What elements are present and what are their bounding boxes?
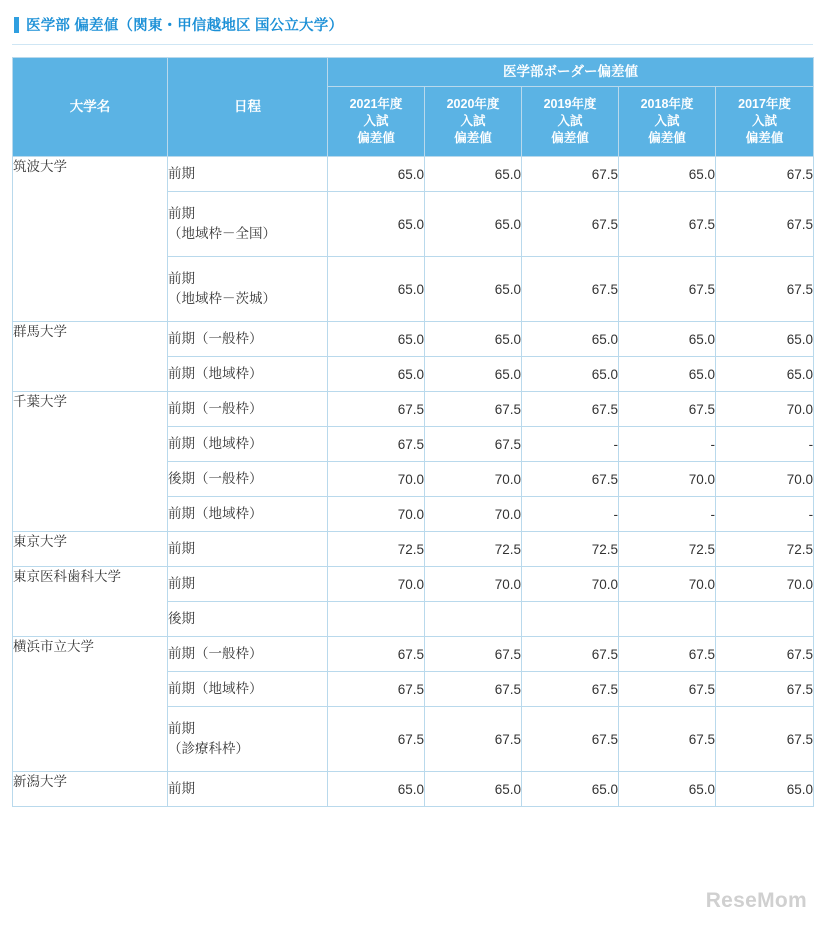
- cell-schedule: [168, 427, 328, 462]
- cell-score-2017: -: [716, 497, 814, 532]
- cell-score-2018: 65.0: [619, 772, 716, 807]
- cell-schedule: [168, 157, 328, 192]
- title-divider: [12, 44, 813, 45]
- cell-schedule: [168, 602, 328, 637]
- cell-schedule-line1: 前期（地域枠）: [168, 505, 263, 521]
- cell-score-2018: 65.0: [619, 322, 716, 357]
- cell-schedule-line1: 前期（地域枠）: [168, 680, 263, 696]
- cell-score-2018: 67.5: [619, 392, 716, 427]
- cell-score-2019: 67.5: [522, 257, 619, 322]
- table-row: [13, 532, 814, 567]
- cell-score-2018: 65.0: [619, 357, 716, 392]
- header-year-2018-line2: 入試: [654, 114, 680, 129]
- cell-score-2017: 70.0: [716, 392, 814, 427]
- header-year-2019-line3: 偏差値: [551, 131, 589, 146]
- header-year-2021-line2: 入試: [363, 114, 389, 129]
- table-row: [13, 637, 814, 672]
- cell-schedule-line1: 前期: [168, 720, 195, 736]
- cell-score-2017: 67.5: [716, 157, 814, 192]
- cell-schedule-line2: （診療科枠）: [168, 741, 249, 756]
- cell-score-2021: 70.0: [328, 567, 425, 602]
- cell-university: 東京大学: [13, 532, 168, 567]
- header-year-2021: [328, 87, 425, 157]
- cell-schedule: [168, 707, 328, 772]
- cell-score-2017: [716, 602, 814, 637]
- header-row-group: [13, 58, 814, 87]
- cell-schedule: [168, 357, 328, 392]
- cell-schedule-line1: 前期: [168, 205, 195, 221]
- cell-score-2021: 70.0: [328, 462, 425, 497]
- cell-university: 群馬大学: [13, 322, 168, 392]
- cell-score-2019: 67.5: [522, 392, 619, 427]
- cell-schedule-line1: 前期: [168, 780, 195, 796]
- cell-score-2020: 67.5: [425, 392, 522, 427]
- cell-score-2019: 67.5: [522, 637, 619, 672]
- table-row: [13, 157, 814, 192]
- cell-score-2018: -: [619, 497, 716, 532]
- cell-score-2017: 65.0: [716, 772, 814, 807]
- cell-score-2017: 67.5: [716, 192, 814, 257]
- cell-schedule-line1: 前期（一般枠）: [168, 645, 263, 661]
- cell-score-2019: 67.5: [522, 462, 619, 497]
- cell-score-2020: 65.0: [425, 322, 522, 357]
- table-body: [13, 157, 814, 807]
- cell-score-2019: -: [522, 497, 619, 532]
- header-year-2020-line3: 偏差値: [454, 131, 492, 146]
- cell-score-2020: 65.0: [425, 772, 522, 807]
- cell-score-2018: 67.5: [619, 707, 716, 772]
- cell-schedule: [168, 672, 328, 707]
- header-year-2019: [522, 87, 619, 157]
- cell-schedule-line1: 前期: [168, 575, 195, 591]
- cell-score-2021: 70.0: [328, 497, 425, 532]
- cell-schedule-line1: 後期: [168, 610, 195, 626]
- cell-score-2018: 67.5: [619, 257, 716, 322]
- cell-score-2020: 70.0: [425, 462, 522, 497]
- cell-score-2021: 67.5: [328, 672, 425, 707]
- cell-score-2019: 67.5: [522, 157, 619, 192]
- header-year-2020-line2: 入試: [460, 114, 486, 129]
- cell-score-2018: [619, 602, 716, 637]
- cell-score-2020: 67.5: [425, 427, 522, 462]
- cell-score-2020: 70.0: [425, 567, 522, 602]
- cell-score-2021: 72.5: [328, 532, 425, 567]
- cell-score-2019: 67.5: [522, 192, 619, 257]
- cell-score-2019: 70.0: [522, 567, 619, 602]
- cell-schedule: [168, 192, 328, 257]
- cell-score-2020: 67.5: [425, 707, 522, 772]
- cell-schedule: [168, 257, 328, 322]
- cell-score-2019: -: [522, 427, 619, 462]
- cell-score-2019: 67.5: [522, 672, 619, 707]
- table-row: [13, 567, 814, 602]
- cell-schedule-line1: 前期（地域枠）: [168, 435, 263, 451]
- cell-schedule-line2: （地域枠－茨城）: [168, 291, 276, 306]
- header-year-2020-line1: 2020年度: [446, 97, 500, 112]
- cell-schedule-line1: 前期（地域枠）: [168, 365, 263, 381]
- cell-score-2021: 67.5: [328, 392, 425, 427]
- cell-score-2020: [425, 602, 522, 637]
- cell-score-2018: 67.5: [619, 672, 716, 707]
- cell-score-2020: 67.5: [425, 672, 522, 707]
- cell-schedule-line1: 前期: [168, 165, 195, 181]
- cell-score-2017: 67.5: [716, 672, 814, 707]
- cell-score-2017: 67.5: [716, 707, 814, 772]
- cell-schedule-line1: 後期（一般枠）: [168, 470, 263, 486]
- cell-score-2021: 65.0: [328, 157, 425, 192]
- cell-score-2017: 65.0: [716, 357, 814, 392]
- cell-schedule-line1: 前期（一般枠）: [168, 400, 263, 416]
- cell-university: 横浜市立大学: [13, 637, 168, 772]
- cell-university: 新潟大学: [13, 772, 168, 807]
- table-row: [13, 772, 814, 807]
- header-group-border-score: 医学部ボーダー偏差値: [328, 58, 814, 87]
- resemom-watermark: ReseMom: [705, 889, 807, 912]
- cell-score-2018: -: [619, 427, 716, 462]
- cell-university: 千葉大学: [13, 392, 168, 532]
- header-year-2018-line3: 偏差値: [648, 131, 686, 146]
- cell-score-2021: 65.0: [328, 357, 425, 392]
- header-schedule: 日程: [168, 58, 328, 157]
- cell-score-2018: 67.5: [619, 637, 716, 672]
- header-year-2019-line1: 2019年度: [543, 97, 597, 112]
- cell-score-2018: 65.0: [619, 157, 716, 192]
- header-year-2017-line3: 偏差値: [745, 131, 784, 146]
- cell-score-2019: 65.0: [522, 772, 619, 807]
- cell-score-2017: 67.5: [716, 257, 814, 322]
- cell-score-2020: 65.0: [425, 357, 522, 392]
- cell-score-2018: 70.0: [619, 462, 716, 497]
- cell-score-2020: 70.0: [425, 497, 522, 532]
- cell-score-2020: 65.0: [425, 157, 522, 192]
- page-title: [12, 14, 813, 44]
- cell-score-2019: 72.5: [522, 532, 619, 567]
- cell-schedule-line1: 前期: [168, 540, 195, 556]
- title-accent-bar: [14, 17, 19, 33]
- header-year-2017-line2: 入試: [752, 114, 778, 129]
- cell-schedule: [168, 637, 328, 672]
- cell-score-2020: 72.5: [425, 532, 522, 567]
- cell-score-2017: 72.5: [716, 532, 814, 567]
- cell-schedule-line1: 前期（一般枠）: [168, 330, 263, 346]
- cell-schedule: [168, 497, 328, 532]
- table-row: [13, 392, 814, 427]
- header-year-2018: [619, 87, 716, 157]
- cell-score-2017: 70.0: [716, 567, 814, 602]
- cell-score-2020: 65.0: [425, 192, 522, 257]
- cell-score-2019: 65.0: [522, 357, 619, 392]
- cell-schedule: [168, 567, 328, 602]
- header-year-2020: [425, 87, 522, 157]
- header-year-2018-line1: 2018年度: [640, 97, 694, 112]
- cell-score-2018: 72.5: [619, 532, 716, 567]
- cell-score-2021: 65.0: [328, 322, 425, 357]
- header-year-2021-line1: 2021年度: [349, 97, 403, 112]
- cell-score-2021: 67.5: [328, 637, 425, 672]
- deviation-score-table: [12, 57, 814, 807]
- cell-score-2021: 67.5: [328, 707, 425, 772]
- cell-score-2019: [522, 602, 619, 637]
- cell-schedule: [168, 772, 328, 807]
- cell-schedule: [168, 462, 328, 497]
- cell-score-2017: -: [716, 427, 814, 462]
- cell-schedule-line1: 前期: [168, 270, 195, 286]
- cell-score-2020: 65.0: [425, 257, 522, 322]
- cell-score-2018: 70.0: [619, 567, 716, 602]
- page-title-text: 医学部 偏差値（関東・甲信越地区 国公立大学）: [26, 18, 344, 34]
- cell-schedule: [168, 392, 328, 427]
- cell-score-2021: 65.0: [328, 257, 425, 322]
- cell-score-2018: 67.5: [619, 192, 716, 257]
- cell-score-2019: 67.5: [522, 707, 619, 772]
- cell-schedule: [168, 322, 328, 357]
- header-year-2017: [716, 87, 814, 157]
- cell-schedule-line2: （地域枠－全国）: [168, 226, 276, 241]
- cell-score-2021: 65.0: [328, 772, 425, 807]
- header-year-2017-line1: 2017年度: [738, 97, 791, 112]
- cell-score-2017: 70.0: [716, 462, 814, 497]
- cell-score-2021: 65.0: [328, 192, 425, 257]
- cell-score-2020: 67.5: [425, 637, 522, 672]
- table-head: [13, 58, 814, 157]
- cell-score-2021: [328, 602, 425, 637]
- header-year-2021-line3: 偏差値: [357, 131, 395, 146]
- cell-score-2021: 67.5: [328, 427, 425, 462]
- cell-university: 東京医科歯科大学: [13, 567, 168, 637]
- cell-schedule: [168, 532, 328, 567]
- cell-university: 筑波大学: [13, 157, 168, 322]
- cell-score-2017: 65.0: [716, 322, 814, 357]
- header-university: 大学名: [13, 58, 168, 157]
- table-row: [13, 322, 814, 357]
- header-year-2019-line2: 入試: [557, 114, 583, 129]
- cell-score-2017: 67.5: [716, 637, 814, 672]
- cell-score-2019: 65.0: [522, 322, 619, 357]
